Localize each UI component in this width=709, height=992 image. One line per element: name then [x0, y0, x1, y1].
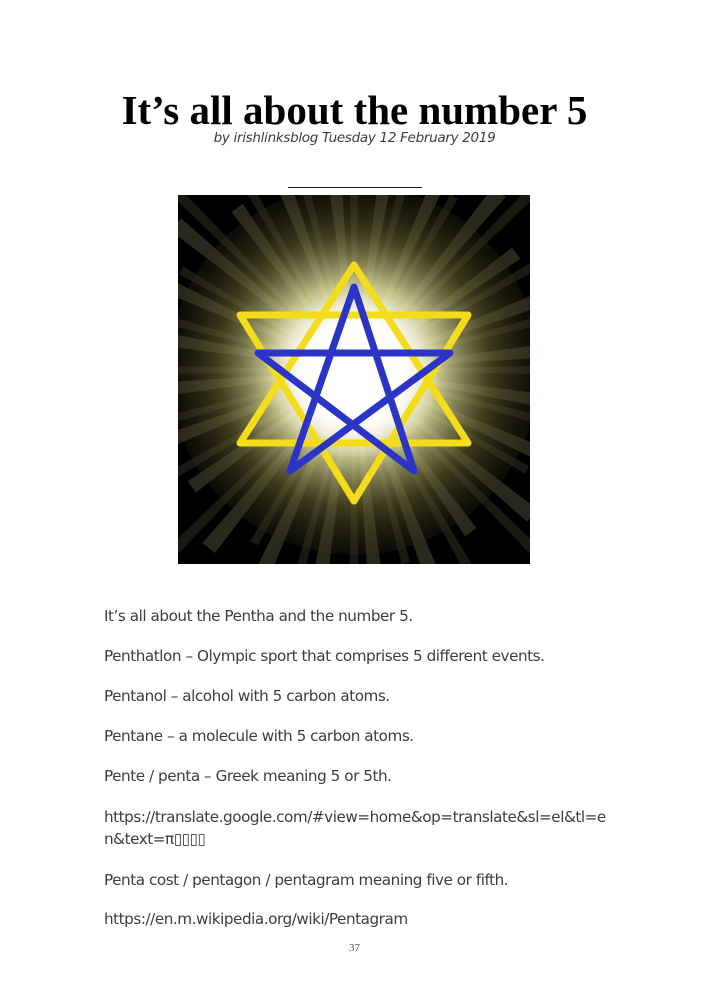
paragraph-pentanol: Pentanol – alcohol with 5 carbon atoms. [104, 687, 390, 705]
star-pentagram-icon [178, 195, 530, 564]
page-number: 37 [349, 942, 360, 954]
link-wikipedia-pentagram[interactable]: https://en.m.wikipedia.org/wiki/Pentagram [104, 910, 408, 928]
page-title: It’s all about the number 5 [121, 87, 588, 133]
paragraph-pente: Pente / penta – Greek meaning 5 or 5th. [104, 767, 392, 785]
paragraph-pentane: Pentane – a molecule with 5 carbon atoms. [104, 727, 414, 745]
separator-rule [288, 187, 422, 188]
paragraph-penta-cost: Penta cost / pentagon / pentagram meaning five or fifth. [104, 871, 509, 889]
paragraph-pentha: It’s all about the Pentha and the number 5. [104, 607, 413, 625]
link-google-translate[interactable]: https://translate.google.com/#view=home&op=translate&sl=el&tl=en&text=π▯▯▯▯ [104, 808, 606, 848]
star-figure [178, 195, 530, 564]
byline: by irishlinksblog Tuesday 12 February 2019 [213, 130, 496, 146]
paragraph-penthatlon: Penthatlon – Olympic sport that comprises 5 different events. [104, 647, 545, 665]
